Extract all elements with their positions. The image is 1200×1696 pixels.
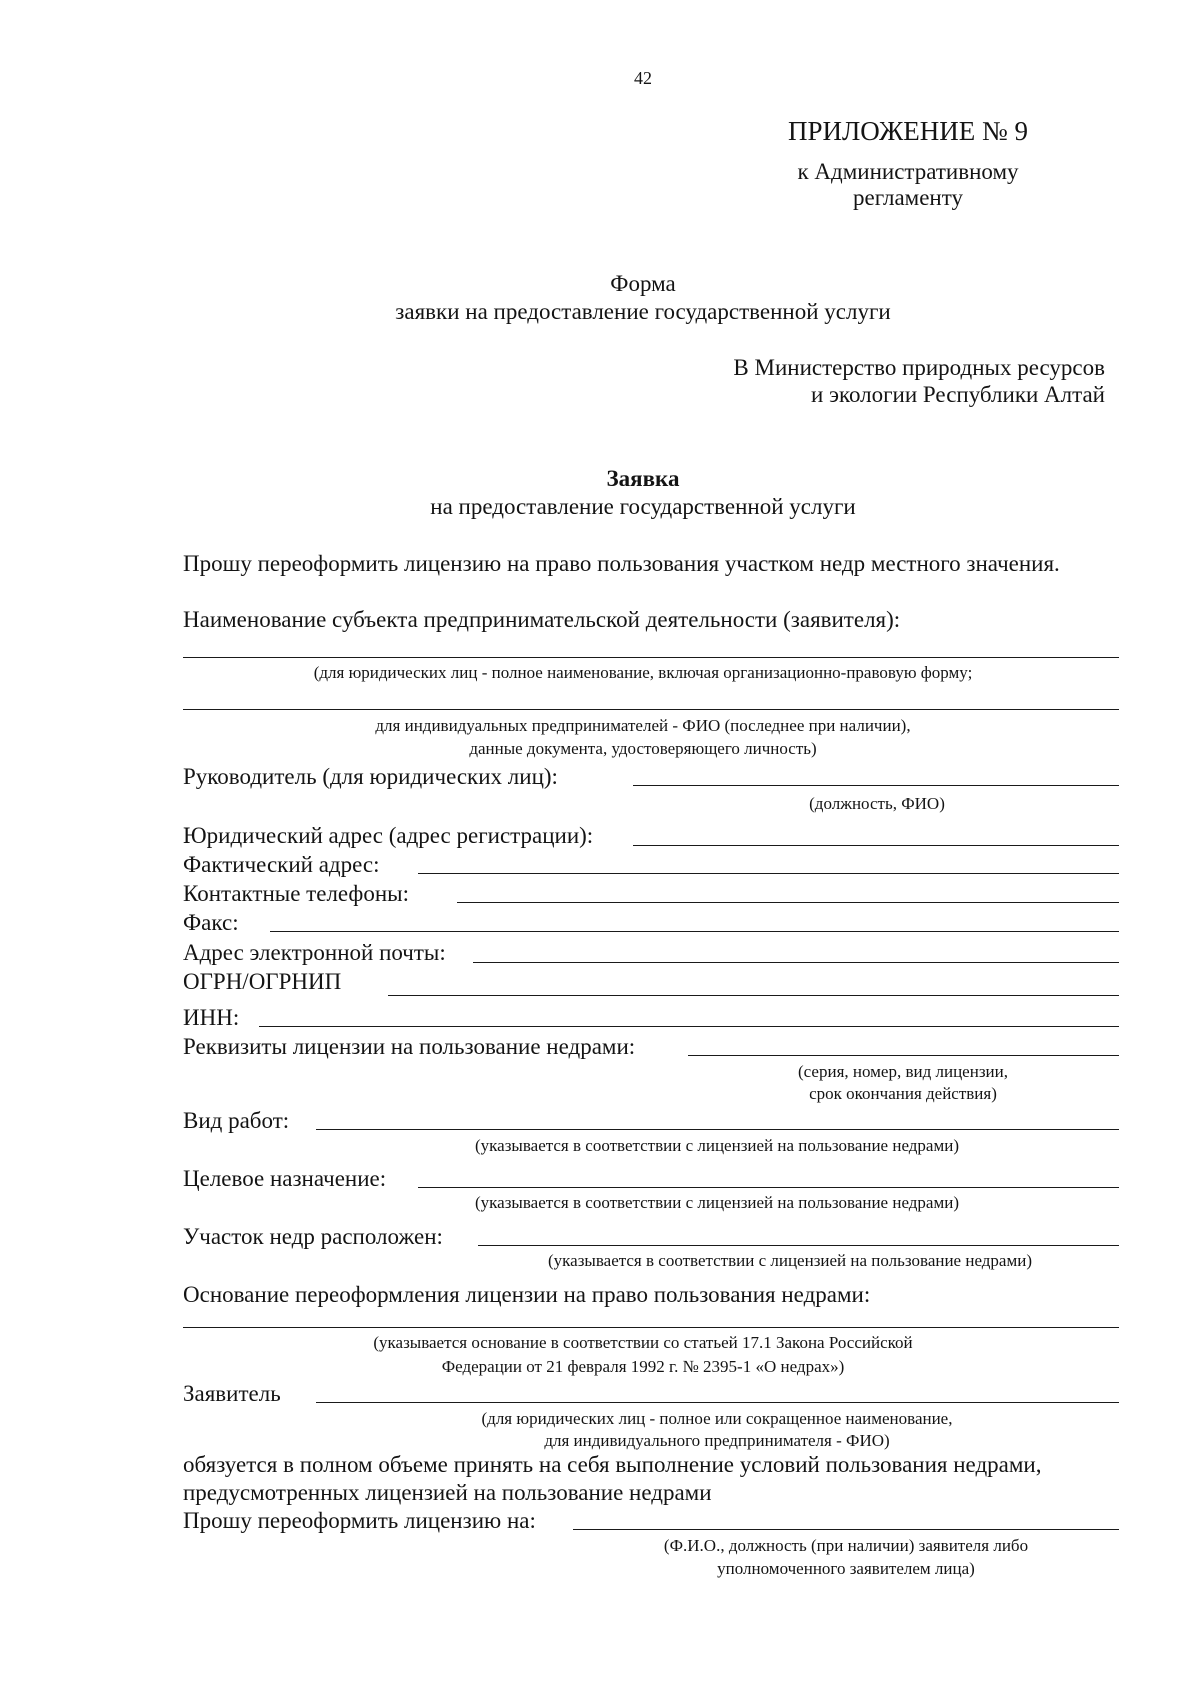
request-text: Прошу переоформить лицензию на право пользования участком недр местного значения. <box>183 551 1060 576</box>
subject-hint-legal: (для юридических лиц - полное наименование, включая организационно-правовую форму; <box>313 663 973 682</box>
applicant-label: Заявитель <box>183 1381 281 1406</box>
inn-field[interactable] <box>259 1026 1119 1027</box>
location-hint: (указывается в соответствии с лицензией на пользование недрами) <box>548 1251 1032 1270</box>
form-subtitle: заявки на предоставление государственной услуги <box>395 299 891 324</box>
purpose-field[interactable] <box>418 1187 1119 1188</box>
email-field[interactable] <box>473 962 1119 963</box>
subject-label: Наименование субъекта предпринимательской деятельности (заявителя): <box>183 607 901 632</box>
reissue-field[interactable] <box>573 1529 1119 1530</box>
reissue-label: Прошу переоформить лицензию на: <box>183 1508 536 1533</box>
license-hint-2: срок окончания действия) <box>809 1084 997 1103</box>
license-hint-1: (серия, номер, вид лицензии, <box>798 1062 1008 1081</box>
head-hint: (должность, ФИО) <box>809 794 945 813</box>
addressee-line-2: и экологии Республики Алтай <box>811 382 1105 407</box>
form-title: Форма <box>610 271 676 296</box>
purpose-hint: (указывается в соответствии с лицензией на пользование недрами) <box>475 1193 959 1212</box>
subject-name-line-1[interactable] <box>183 657 1119 658</box>
legal-address-field[interactable] <box>633 845 1119 846</box>
appendix-line-2: регламенту <box>853 185 963 210</box>
application-title: Заявка <box>606 466 680 491</box>
addressee-line-1: В Министерство природных ресурсов <box>733 355 1105 380</box>
applicant-hint-2: для индивидуального предпринимателя - ФИО) <box>544 1431 890 1450</box>
email-label: Адрес электронной почты: <box>183 940 446 965</box>
phones-label: Контактные телефоны: <box>183 881 409 906</box>
fax-field[interactable] <box>270 931 1119 932</box>
phones-field[interactable] <box>457 902 1119 903</box>
work-type-field[interactable] <box>316 1129 1119 1130</box>
subject-hint-individual-2: данные документа, удостоверяющего личность) <box>469 739 817 758</box>
actual-address-field[interactable] <box>418 873 1119 874</box>
purpose-label: Целевое назначение: <box>183 1166 387 1191</box>
page-number: 42 <box>634 68 652 88</box>
basis-label: Основание переоформления лицензии на право пользования недрами: <box>183 1282 871 1307</box>
obligation-line-1: обязуется в полном объеме принять на себя выполнение условий пользования недрами, <box>183 1452 1042 1477</box>
license-details-field[interactable] <box>688 1055 1119 1056</box>
location-label: Участок недр расположен: <box>183 1224 443 1249</box>
ogrn-label: ОГРН/ОГРНИП <box>183 969 342 994</box>
legal-address-label: Юридический адрес (адрес регистрации): <box>183 823 594 848</box>
fax-label: Факс: <box>183 910 239 935</box>
inn-label: ИНН: <box>183 1005 240 1030</box>
subject-name-line-2[interactable] <box>183 709 1119 710</box>
reissue-hint-2: уполномоченного заявителем лица) <box>717 1559 975 1578</box>
head-field[interactable] <box>633 785 1119 786</box>
application-subtitle: на предоставление государственной услуги <box>430 494 856 519</box>
license-details-label: Реквизиты лицензии на пользование недрами: <box>183 1034 636 1059</box>
applicant-hint-1: (для юридических лиц - полное или сокращенное наименование, <box>481 1409 953 1428</box>
subject-hint-individual-1: для индивидуальных предпринимателей - ФИО (последнее при наличии), <box>375 716 911 735</box>
reissue-hint-1: (Ф.И.О., должность (при наличии) заявителя либо <box>663 1536 1029 1555</box>
head-label: Руководитель (для юридических лиц): <box>183 764 558 789</box>
applicant-field[interactable] <box>316 1402 1119 1403</box>
basis-field[interactable] <box>183 1327 1119 1328</box>
basis-hint-2: Федерации от 21 февраля 1992 г. № 2395-1 «О недрах») <box>441 1357 845 1376</box>
obligation-line-2: предусмотренных лицензией на пользование недрами <box>183 1480 712 1505</box>
appendix-line-1: к Административному <box>797 159 1019 184</box>
actual-address-label: Фактический адрес: <box>183 852 380 877</box>
appendix-title: ПРИЛОЖЕНИЕ № 9 <box>787 116 1029 146</box>
ogrn-field[interactable] <box>388 995 1119 996</box>
work-type-hint: (указывается в соответствии с лицензией на пользование недрами) <box>475 1136 959 1155</box>
location-field[interactable] <box>478 1245 1119 1246</box>
work-type-label: Вид работ: <box>183 1108 290 1133</box>
basis-hint-1: (указывается основание в соответствии со статьей 17.1 Закона Российской <box>373 1333 913 1352</box>
